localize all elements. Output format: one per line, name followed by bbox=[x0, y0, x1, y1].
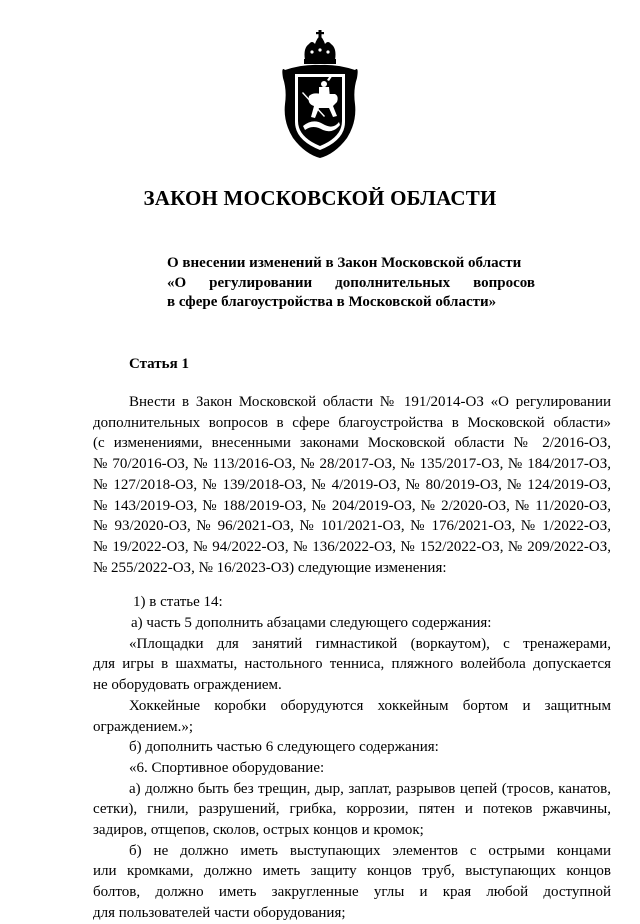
body-line: не оборудовать ограждением. bbox=[93, 677, 282, 694]
moscow-oblast-coat-of-arms-icon bbox=[279, 30, 361, 160]
body-line: «6. Спортивное оборудование: bbox=[129, 759, 325, 776]
body-line: для пользователей части оборудования; bbox=[93, 904, 346, 921]
article-heading: Статья 1 bbox=[129, 356, 189, 372]
body-line: б) дополнить частью 6 следующего содержания: bbox=[129, 739, 439, 756]
body-line: «Площадки для занятий гимнастикой (воркаутом), с тренажерами, bbox=[129, 635, 611, 652]
body-line: б) не должно иметь выступающих элементов с острыми концами bbox=[129, 842, 611, 859]
crown-icon bbox=[304, 30, 336, 64]
body-line: № 93/2020-ОЗ, № 96/2021-ОЗ, № 101/2021-ОЗ, № 176/2021-ОЗ, № 1/2022-ОЗ, bbox=[93, 518, 611, 535]
body-line: сетки), гнили, разрушений, грибка, коррозии, пятен и потеков ржавчины, bbox=[93, 801, 611, 818]
body-line: а) должно быть без трещин, дыр, заплат, разрывов цепей (тросов, канатов, bbox=[129, 780, 611, 797]
body-line: № 70/2016-ОЗ, № 113/2016-ОЗ, № 28/2017-ОЗ, № 135/2017-ОЗ, № 184/2017-ОЗ, bbox=[93, 456, 611, 473]
subject-line: «О регулировании дополнительных вопросов bbox=[167, 274, 535, 291]
body-line: № 143/2019-ОЗ, № 188/2019-ОЗ, № 204/2019-ОЗ, № 2/2020-ОЗ, № 11/2020-ОЗ, bbox=[93, 497, 611, 514]
subject-line: О внесении изменений в Закон Московской области bbox=[167, 255, 522, 271]
body-line: Хоккейные коробки оборудуются хоккейным бортом и защитным bbox=[129, 697, 611, 714]
body-line: ограждением.»; bbox=[93, 718, 194, 735]
body-line: (с изменениями, внесенными законами Московской области № 2/2016-ОЗ, bbox=[93, 435, 611, 452]
body-line: а) часть 5 дополнить абзацами следующего содержания: bbox=[131, 615, 492, 632]
body-line: дополнительных вопросов в сфере благоустройства в Московской области» bbox=[93, 414, 611, 431]
body-line: для игры в шахматы, настольного тенниса, пляжного волейбола допускается bbox=[93, 656, 611, 673]
body-line: № 255/2022-ОЗ, № 16/2023-ОЗ) следующие изменения: bbox=[93, 559, 447, 576]
body-line: болтов, должно иметь закругленные углы и края любой доступной bbox=[93, 884, 611, 901]
body-line: задиров, отщепов, сколов, острых концов и кромок; bbox=[93, 822, 424, 839]
article-body bbox=[93, 392, 611, 924]
body-line: № 19/2022-ОЗ, № 94/2022-ОЗ, № 136/2022-ОЗ, № 152/2022-ОЗ, № 209/2022-ОЗ, bbox=[93, 538, 611, 555]
subject-line: в сфере благоустройства в Московской области» bbox=[167, 294, 497, 310]
law-title: ЗАКОН МОСКОВСКОЙ ОБЛАСТИ bbox=[143, 186, 497, 210]
body-line: или кромками, должно иметь защиту концов труб, выступающих концов bbox=[93, 863, 611, 880]
body-line: 1) в статье 14: bbox=[133, 594, 223, 611]
law-subject bbox=[167, 254, 535, 313]
paragraph-gap bbox=[93, 578, 611, 592]
body-line: Внести в Закон Московской области № 191/2014-ОЗ «О регулировании bbox=[129, 394, 611, 410]
body-line: № 127/2018-ОЗ, № 139/2018-ОЗ, № 4/2019-ОЗ, № 80/2019-ОЗ, № 124/2019-ОЗ, bbox=[93, 476, 611, 493]
